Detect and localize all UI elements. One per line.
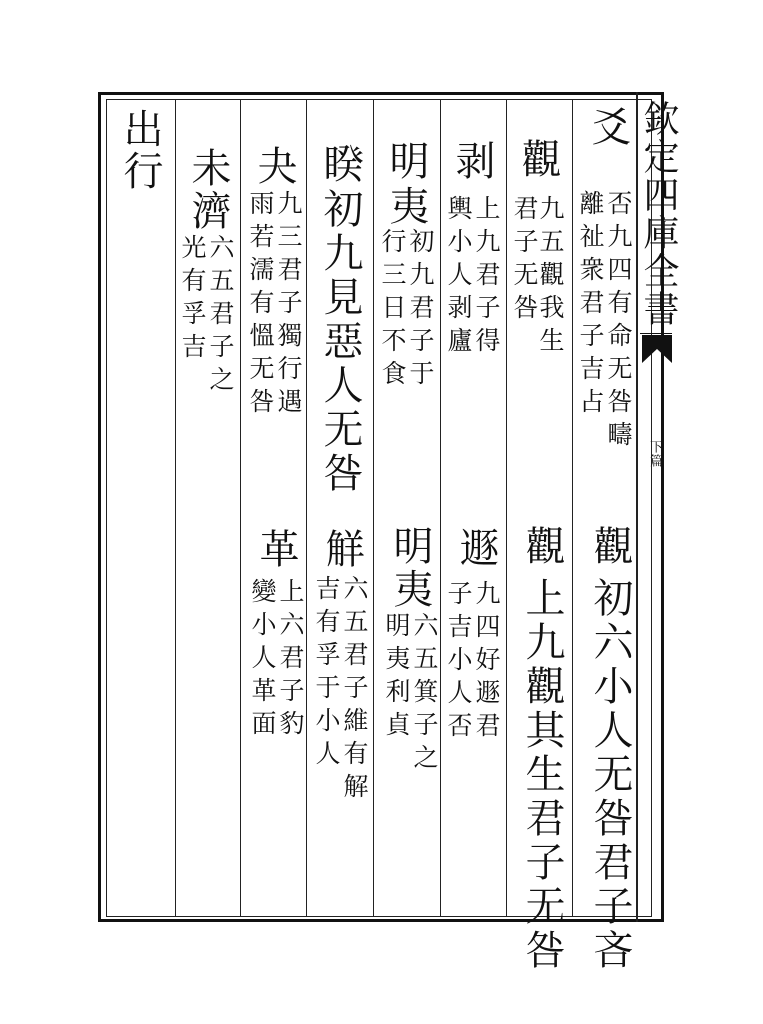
hexagram-head: 觀 [515,138,561,184]
commentary-line: 六五君子之 [206,234,235,399]
commentary-line: 行三日不食 [378,228,407,393]
commentary-line: 變小人革面 [248,578,277,743]
column-rule [240,99,241,917]
hexagram-text: 上九觀其生君子无咎 [519,577,565,973]
hexagram-head: 明 [383,140,429,186]
commentary-line: 六五箕子之 [410,612,439,777]
commentary-line: 吉有孚于小人 [312,575,341,773]
column-rule [175,99,176,917]
commentary-line: 輿小人剥廬 [444,195,473,360]
hexagram-text: 初九見惡人无咎 [317,188,363,496]
hexagram-head: 爻 [585,106,631,152]
column-rule [572,99,573,917]
commentary-line: 君子无咎 [510,195,539,327]
hexagram-head: 觧 [319,528,365,574]
column-rule [306,99,307,917]
margin-title: 欽定四庫全書 [638,100,679,328]
hexagram-head: 剥 [449,140,495,186]
column-rule [440,99,441,917]
commentary-line: 上六君子豹 [276,578,305,743]
hexagram-head: 濟 [185,190,231,236]
hexagram-head: 夷 [383,185,429,231]
margin-label: 下篇 [647,440,662,468]
hexagram-head: 未 [185,147,231,193]
hexagram-head: 夬 [251,145,297,191]
column-rule [506,99,507,917]
hexagram-head: 夷 [387,568,433,614]
hexagram-head: 明 [387,525,433,571]
hexagram-text: 初六小人无咎君子吝 [587,577,633,973]
hexagram-head: 觀 [519,525,565,571]
commentary-line: 九五觀我生 [536,195,565,360]
fish-tail-icon [640,333,674,369]
commentary-line: 上九君子得 [472,195,501,360]
commentary-line: 離祉衆君子吉占 [576,190,605,421]
commentary-line: 九四好遯君 [472,580,501,745]
commentary-line: 子吉小人否 [444,580,473,745]
commentary-line: 初九君子于 [406,228,435,393]
column-rule [373,99,374,917]
hexagram-head: 革 [253,528,299,574]
commentary-line: 光有孚吉 [178,234,207,366]
commentary-line: 九三君子獨行遇 [274,190,303,421]
commentary-line: 六五君子維有解 [340,575,369,806]
commentary-line: 明夷利貞 [382,612,411,744]
hexagram-head: 睽 [317,143,363,189]
column-heading: 出行 [117,108,163,192]
commentary-line: 雨若濡有慍无咎 [246,190,275,421]
hexagram-head: 觀 [587,525,633,571]
commentary-line: 否九四有命无咎疇 [604,190,633,454]
hexagram-head: 遯 [453,527,499,573]
